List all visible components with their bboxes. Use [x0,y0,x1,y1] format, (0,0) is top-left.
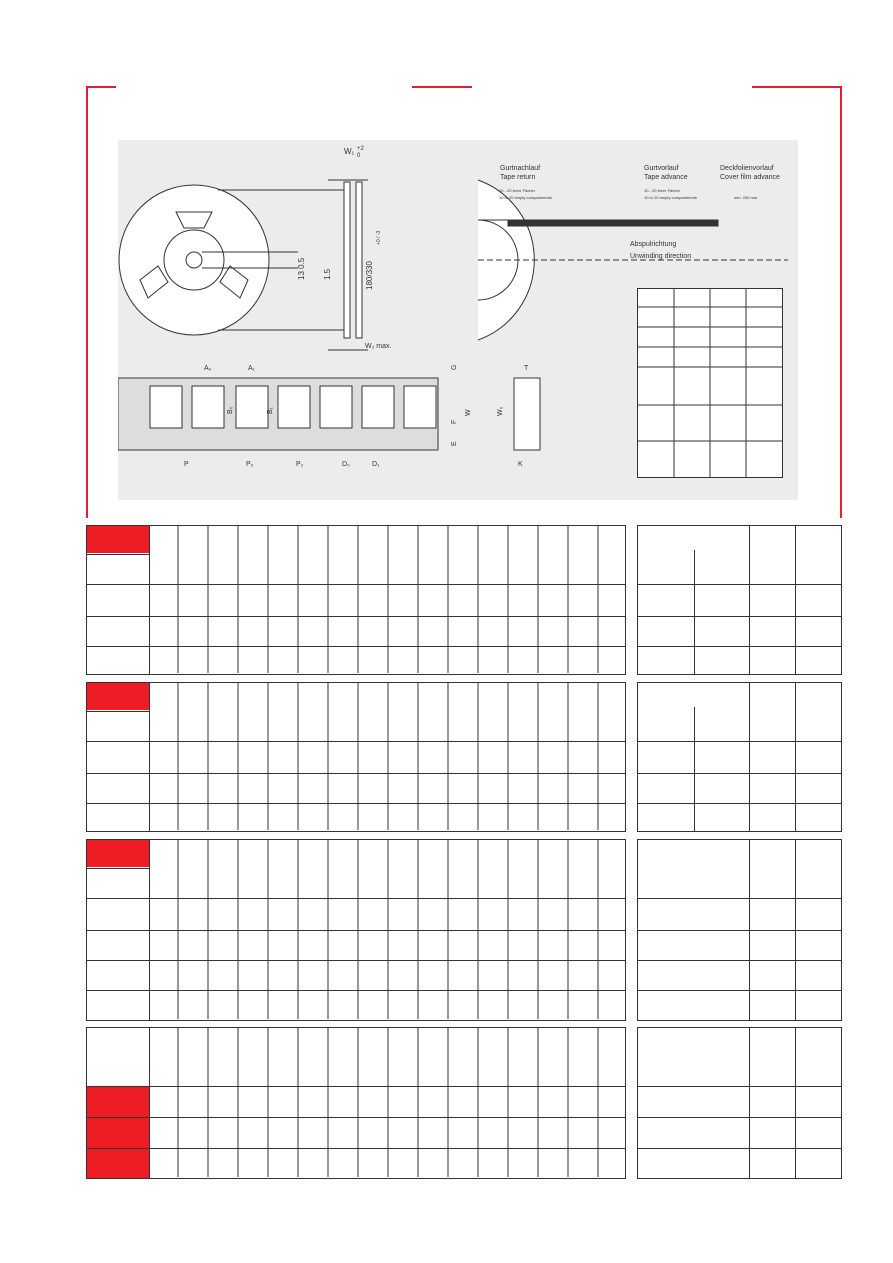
dim-k: K [518,461,523,468]
cover-film-note: min. 200 mm [734,195,758,200]
hub-dim-b: 1.5 [323,268,332,280]
w2-label: W₂ max. [365,343,392,350]
hub-dim-a: 13 0.5 [297,257,306,280]
tape-advance-de: Gurtvorlauf [644,165,679,172]
tape-return-de-note: 10 - 20 leere Fächer [499,188,536,193]
tape-return-en-note: 10 to 20 empty compartments [499,195,552,200]
dim-w: W [465,409,472,416]
side-table-1 [637,525,842,675]
dim-g: G [451,364,458,370]
dim-w0: W₀ [497,406,504,416]
side-2-row-1 [638,741,841,742]
tape-advance-en: Tape advance [644,174,688,181]
table-3-row-4 [87,990,625,991]
reel-diameter-tol: +0 / -3 [376,230,382,245]
table-1-col-bar [149,526,150,674]
side-1-row-2 [638,616,841,617]
table-1-head-split [87,554,149,555]
tape-return-en: Tape return [500,174,536,181]
tape-advance-en-note: 10 to 20 empty compartments [644,195,697,200]
side-4-col-3 [795,1028,796,1178]
side-table-3 [637,839,842,1021]
dim-d0: D₀ [342,461,350,468]
table-2-row-3 [87,803,625,804]
table-1-row-1 [87,584,625,585]
side-3-col-3 [795,840,796,1020]
side-4-row-2 [638,1117,841,1118]
side-2-col-1 [694,707,695,831]
table-1-row-2 [87,616,625,617]
reel-front-view [119,182,362,338]
side-1-col-3 [795,526,796,674]
dim-a1: A₁ [248,365,256,372]
table-4-red-3 [87,1149,149,1178]
side-table-4 [637,1027,842,1179]
side-4-row-1 [638,1086,841,1087]
dim-b1: B₁ [267,406,274,414]
side-3-row-1 [638,898,841,899]
spec-table-3 [86,839,626,1021]
side-table-2 [637,682,842,832]
side-3-row-2 [638,930,841,931]
side-2-row-2 [638,773,841,774]
table-2-head-split [87,711,149,712]
side-1-row-3 [638,646,841,647]
tape-return-de: Gurtnachlauf [500,165,541,172]
frame-top-left [86,86,116,88]
table-4-col-bar [149,1028,150,1178]
cover-film-en: Cover film advance [720,174,780,181]
side-2-row-3 [638,803,841,804]
side-4-col-2 [749,1028,750,1178]
spec-table-1 [86,525,626,675]
tape-advance-de-note: 10 - 20 leere Fächer [644,188,681,193]
table-3-row-2 [87,930,625,931]
side-3-col-2 [749,840,750,1020]
side-1-col-2 [749,526,750,674]
dim-a0: A₀ [204,365,212,372]
side-3-row-3 [638,960,841,961]
table-4-row-3 [87,1148,625,1149]
table-2-col-bar [149,683,150,831]
w1-label: W₁ [344,147,355,156]
side-2-col-3 [795,683,796,831]
side-1-row-1 [638,584,841,585]
spec-table-4 [86,1027,626,1179]
table-4-red-2 [87,1118,149,1148]
table-3-row-1 [87,898,625,899]
table-1-row-3 [87,646,625,647]
table-2-row-2 [87,773,625,774]
dim-p2: P₂ [296,461,304,468]
spec-table-2 [86,682,626,832]
table-3-header-red [87,840,149,867]
table-1-header-red [87,526,149,553]
side-3-row-4 [638,990,841,991]
reel-diameter: 180/330 [365,261,374,290]
dimension-key-table [637,288,783,478]
frame-top-mid [412,86,472,88]
cover-film-de: Deckfolienvorlauf [720,165,774,172]
dim-b0: B₀ [227,406,234,414]
dim-p: P [184,461,189,468]
dim-e: E [451,441,458,446]
w1-tolerance-minus: 0 [357,153,361,159]
dim-f: F [451,419,458,424]
table-3-head-split [87,868,149,869]
dim-t: T [524,365,529,372]
table-4-row-1 [87,1086,625,1087]
table-4-row-2 [87,1117,625,1118]
carrier-tape-pockets [150,386,436,428]
dim-d1: D₁ [372,461,380,468]
frame-left [86,86,88,518]
table-4-red-1 [87,1087,149,1117]
frame-right [840,86,842,518]
unwind-en: Unwinding direction [630,253,692,260]
table-3-row-3 [87,960,625,961]
table-2-header-red [87,683,149,710]
side-1-col-1 [694,550,695,674]
dim-p0: P₀ [246,461,254,468]
side-4-row-3 [638,1148,841,1149]
side-2-col-2 [749,683,750,831]
w1-tolerance: +2 [357,146,364,152]
table-2-row-1 [87,741,625,742]
frame-top-right [752,86,842,88]
unwind-de: Abspulrichtung [630,241,677,248]
